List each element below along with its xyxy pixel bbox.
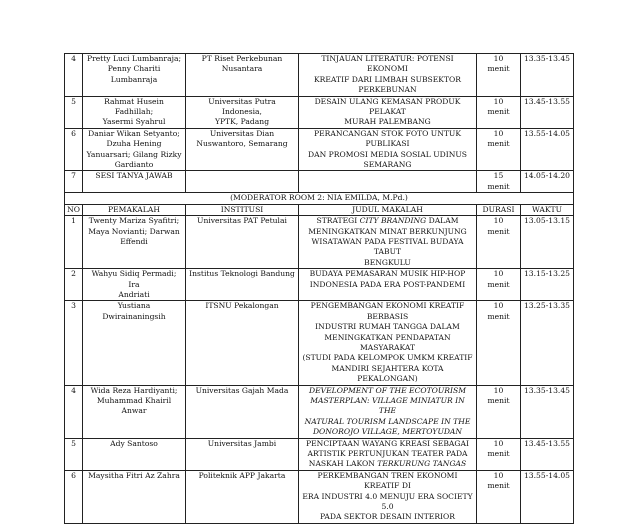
institution-cell [186, 171, 299, 193]
text-segment: STRATEGI [316, 216, 360, 226]
text-segment: PENCIPTAAN WAYANG KREASI SEBAGAI [306, 438, 469, 448]
table-row [65, 96, 574, 128]
title-line [301, 396, 474, 417]
presenter-line: Pretty Luci Lumbanraja; [86, 54, 182, 63]
duration-line: 10 [493, 96, 504, 106]
duration-line: menit [487, 396, 510, 405]
presenter-line: Twenty Mariza Syafitri; [88, 216, 180, 226]
title-line [301, 471, 474, 492]
title-line [301, 512, 474, 522]
row-number: 3 [65, 301, 83, 385]
title-cell [299, 171, 477, 193]
title-cell [299, 128, 477, 171]
title-cell [299, 216, 477, 269]
title-line: DESAIN ULANG KEMASAN PRODUK PELAKAT [314, 96, 461, 117]
presenter-line: Dzuha Hening [106, 139, 162, 149]
text-segment: PADA SEKTOR DESAIN INTERIOR [319, 512, 455, 522]
moderator-label: (MODERATOR ROOM 2: NIA EMILDA, M.Pd.) [65, 193, 574, 204]
time-cell: 13.45-13.55 [521, 438, 574, 470]
title-line [301, 237, 474, 258]
time-cell: 13.45-13.55 [521, 96, 574, 128]
duration-line: menit [487, 107, 510, 117]
presenter-cell [83, 96, 186, 128]
presenter-cell [83, 216, 186, 269]
row-number: 6 [65, 470, 83, 523]
header-time: WAKTU [521, 204, 574, 215]
duration-cell [477, 96, 521, 128]
title-line [301, 364, 474, 385]
room1-rows [65, 54, 574, 193]
institution-cell [186, 301, 299, 385]
duration-line: 10 [493, 54, 504, 63]
header-institution: INSTITUSI [186, 204, 299, 215]
institution-cell [186, 438, 299, 470]
presenter-cell [83, 385, 186, 438]
institution-line: Universitas Dian [209, 128, 275, 138]
institution-line: PT Riset Perkebunan [201, 54, 283, 63]
title-line: SEMARANG [363, 160, 412, 170]
presenter-cell [83, 269, 186, 301]
row-number: 2 [65, 269, 83, 301]
title-line [301, 258, 474, 268]
title-line [301, 216, 474, 226]
row-number: 6 [65, 128, 83, 171]
header-title: JUDUL MAKALAH [299, 204, 477, 215]
presenter-cell [83, 128, 186, 171]
time-cell: 13.05-13.15 [521, 216, 574, 269]
presenter-line: Daniar Wikan Setyanto; [88, 128, 180, 138]
row-number: 4 [65, 54, 83, 97]
presenter-line: Yanuarsari; Gilang Rizky [86, 149, 182, 159]
presenter-line: Maya Novianti; Darwan [88, 226, 180, 236]
title-cell [299, 96, 477, 128]
title-line [301, 459, 474, 469]
text-segment: ARTISTIK PERTUNJUKAN TEATER PADA [307, 449, 468, 459]
text-segment: (STUDI PADA KELOMPOK UMKM KREATIF [302, 353, 473, 363]
moderator-section [65, 193, 574, 216]
text-segment: WISATAWAN PADA FESTIVAL BUDAYA TABUT [311, 236, 464, 257]
presenter-line: Ady Santoso [110, 438, 158, 448]
duration-cell [477, 470, 521, 523]
institution-cell [186, 269, 299, 301]
institution-line: Politeknik APP Jakarta [198, 470, 286, 480]
duration-line: menit [487, 279, 510, 289]
institution-line: Nuswantoro, Semarang [196, 139, 288, 149]
institution-cell [186, 216, 299, 269]
table-row [65, 216, 574, 269]
title-line [301, 322, 474, 332]
institution-line: Universitas Gajah Mada [195, 385, 289, 395]
row-number: 1 [65, 216, 83, 269]
table-row [65, 128, 574, 171]
duration-line: menit [487, 226, 510, 236]
presenter-line: Penny Chariti [107, 64, 161, 74]
time-cell: 13.55-14.05 [521, 128, 574, 171]
italic-segment: TERKURUNG TANGAS [377, 459, 467, 469]
table-row [65, 385, 574, 438]
duration-cell [477, 269, 521, 301]
text-segment: MENINGKATKAN MINAT BERKUNJUNG [308, 226, 467, 236]
duration-line: 10 [493, 216, 504, 226]
presenter-line: Effendi [120, 236, 148, 246]
duration-line: 15 [493, 171, 504, 181]
table-row [65, 438, 574, 470]
title-line [301, 301, 474, 322]
time-cell: 13.25-13.35 [521, 301, 574, 385]
text-segment: BENGKULU [364, 257, 411, 267]
duration-line: 10 [493, 128, 504, 138]
text-segment: BUDAYA PEMASARAN MUSIK HIP-HOP [309, 269, 466, 279]
row-number: 5 [65, 438, 83, 470]
title-line [301, 492, 474, 513]
title-cell [299, 470, 477, 523]
presenter-line: Rahmat Husein Fadhillah; [104, 96, 164, 117]
presenter-line: Maysitha Fitri Az Zahra [88, 470, 180, 480]
duration-cell [477, 171, 521, 193]
row-number: 4 [65, 385, 83, 438]
table-row [65, 171, 574, 193]
italic-segment: NATURAL TOURISM LANDSCAPE IN THE [304, 416, 471, 426]
table-header-row [65, 204, 574, 215]
institution-line: Universitas Jambi [207, 438, 277, 448]
text-segment: ERA INDUSTRI 4.0 MENUJU ERA SOCIETY 5.0 [302, 491, 473, 512]
room2-rows [65, 216, 574, 524]
italic-segment: MASTERPLAN: VILLAGE MINIATUR IN THE [310, 396, 465, 416]
duration-cell [477, 385, 521, 438]
institution-cell [186, 96, 299, 128]
duration-line: menit [487, 64, 510, 74]
title-line: DAN PROMOSI MEDIA SOSIAL UDINUS [308, 149, 467, 159]
duration-cell [477, 128, 521, 171]
row-number: 7 [65, 171, 83, 193]
duration-line: menit [487, 449, 510, 459]
title-cell [299, 54, 477, 97]
duration-line: 10 [493, 438, 504, 448]
table-row [65, 301, 574, 385]
title-cell [299, 269, 477, 301]
table-row [65, 54, 574, 97]
institution-cell [186, 470, 299, 523]
institution-line: Universitas PAT Petulai [197, 216, 287, 226]
time-cell: 13.15-13.25 [521, 269, 574, 301]
time-cell: 13.35-13.45 [521, 385, 574, 438]
presenter-line: Muhammad Khairil [96, 396, 172, 405]
text-segment: DALAM [426, 216, 459, 226]
title-line [301, 280, 474, 290]
presenter-line: Lumbanraja [110, 74, 158, 84]
institution-line: ITSNU Pekalongan [205, 301, 279, 311]
time-cell: 14.05-14.20 [521, 171, 574, 193]
time-cell: 13.35-13.45 [521, 54, 574, 97]
table-row [65, 269, 574, 301]
presenter-cell [83, 301, 186, 385]
time-cell: 13.55-14.05 [521, 470, 574, 523]
text-segment: PENGEMBANGAN EKONOMI KREATIF BERBASIS [310, 301, 465, 321]
presenter-line: Yustiana Dwirainaningsih [102, 301, 166, 321]
institution-line: Nusantara [221, 64, 263, 74]
duration-cell [477, 216, 521, 269]
title-line: TINJAUAN LITERATUR: POTENSI EKONOMI [321, 54, 454, 74]
presenter-line: Gardianto [114, 160, 154, 170]
title-line: PERKEBUNAN [358, 85, 417, 95]
duration-line: 10 [493, 301, 504, 311]
duration-cell [477, 438, 521, 470]
schedule-table [64, 53, 574, 524]
duration-line: menit [487, 311, 510, 321]
title-cell [299, 438, 477, 470]
italic-segment: DEVELOPMENT OF THE ECOTOURISM [309, 385, 466, 395]
institution-cell [186, 128, 299, 171]
presenter-cell [83, 438, 186, 470]
institution-line: Institus Teknologi Bandung [189, 269, 295, 279]
title-cell [299, 301, 477, 385]
text-segment: NASKAH LAKON [308, 459, 378, 469]
text-segment: MENINGKATKAN PENDAPATAN MASYARAKAT [324, 332, 451, 352]
duration-line: menit [487, 181, 510, 191]
presenter-cell [83, 54, 186, 97]
title-line [301, 227, 474, 237]
institution-cell [186, 54, 299, 97]
title-cell [299, 385, 477, 438]
title-line: PERANCANGAN STOK FOTO UNTUK PUBLIKASI [313, 128, 461, 149]
title-line: KREATIF DARI LIMBAH SUBSEKTOR [314, 74, 461, 84]
title-line: MURAH PALEMBANG [344, 117, 431, 127]
presenter-cell [83, 470, 186, 523]
row-number: 5 [65, 96, 83, 128]
duration-line: 10 [493, 385, 504, 395]
title-line [301, 333, 474, 354]
duration-line: 10 [493, 470, 504, 480]
title-line [301, 353, 474, 363]
title-line [301, 269, 474, 279]
title-line [301, 439, 474, 449]
italic-segment: CITY BRANDING [359, 216, 427, 226]
institution-line: YPTK, Padang [214, 117, 270, 127]
presenter-line: Wahyu Sidiq Permadi; Ira [91, 269, 177, 289]
title-line [301, 417, 474, 427]
duration-line: 10 [493, 269, 504, 279]
presenter-cell [83, 171, 186, 193]
duration-line: menit [487, 481, 510, 491]
title-line [301, 427, 474, 437]
presenter-line: Anwar [121, 406, 147, 416]
title-line [301, 386, 474, 396]
presenter-line: Wida Reza Hardiyanti; [90, 385, 178, 395]
text-segment: PERKEMBANGAN TREN EKONOMI KREATIF DI [317, 470, 458, 491]
duration-cell [477, 54, 521, 97]
institution-line: Universitas Putra Indonesia, [208, 96, 276, 117]
italic-segment: DONOROJO VILLAGE, MERTOYUDAN [312, 427, 463, 437]
presenter-line: Andriati [118, 289, 150, 299]
text-segment: INDONESIA PADA ERA POST-PANDEMI [309, 279, 466, 289]
presenter-line: SESI TANYA JAWAB [95, 171, 173, 181]
presenter-line: Yasermi Syahrul [102, 117, 166, 127]
moderator-row [65, 193, 574, 204]
header-no: NO [65, 204, 83, 215]
header-presenter: PEMAKALAH [83, 204, 186, 215]
institution-cell [186, 385, 299, 438]
header-duration: DURASI [477, 204, 521, 215]
text-segment: INDUSTRI RUMAH TANGGA DALAM [315, 322, 460, 332]
table-row [65, 470, 574, 523]
duration-line: menit [487, 139, 510, 149]
duration-cell [477, 301, 521, 385]
text-segment: MANDIRI SEJAHTERA KOTA PEKALONGAN) [331, 363, 444, 384]
